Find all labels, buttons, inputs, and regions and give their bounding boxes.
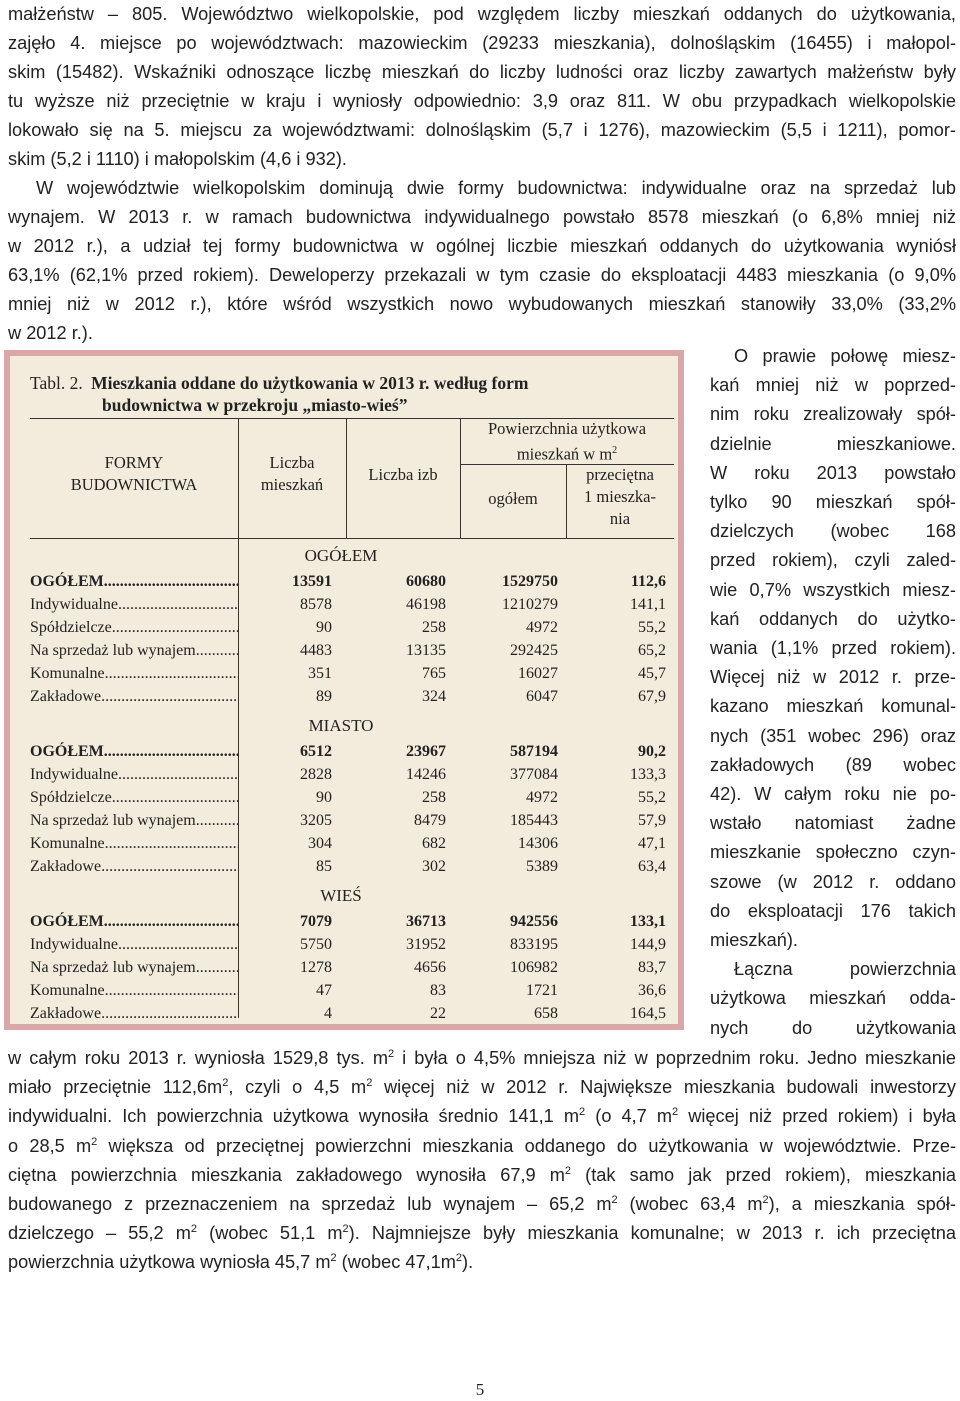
header-area-total: ogółem xyxy=(488,489,538,508)
section-heading-village: WIEŚ xyxy=(320,886,362,905)
text-line: 63,1% (62,1% przed rokiem). Deweloperzy przekazali w tym czasie do eksploatacji 4483 mieszkania (o 9,0% xyxy=(8,265,956,285)
text-line: mieszkań). xyxy=(710,930,798,951)
text-line: budowanego z przeznaczeniem na sprzedaż lub wynajem – 65,2 $m^2$ (wobec 63,4 $m^2$), a mieszkania spół- xyxy=(8,1193,956,1215)
row-label: Spółdzielcze ..... xyxy=(30,786,238,809)
cell-area: 942556 xyxy=(510,913,558,930)
cell-rooms: 324 xyxy=(422,688,446,705)
cell-flats: 89 xyxy=(316,688,332,705)
table-row xyxy=(30,979,670,1002)
text-line: 42). W całym roku nie po- xyxy=(710,784,956,805)
text-line: dzielczego – 55,2 $m^2$ (wobec 51,1 $m^2$). Najmniejsze były mieszkania komunalne; w 2013 r. ich przeciętna xyxy=(8,1223,956,1244)
header-count: Liczba mieszkań xyxy=(260,453,324,494)
cell-flats: 6512 xyxy=(300,743,332,760)
cell-flats: 5750 xyxy=(300,936,332,953)
row-label: OGÓŁEM ..... xyxy=(30,740,238,763)
cell-flats: 13591 xyxy=(292,573,332,590)
text-line: W roku 2013 powstało xyxy=(710,462,956,483)
table-row xyxy=(30,685,670,708)
cell-area: 6047 xyxy=(526,688,558,705)
cell-avg: 45,7 xyxy=(638,665,666,682)
table-row xyxy=(30,662,670,685)
cell-rooms: 258 xyxy=(422,789,446,806)
row-label: Na sprzedaż lub wynajem ..... xyxy=(30,639,238,662)
cell-flats: 90 xyxy=(316,619,332,636)
table-row xyxy=(30,593,670,616)
table-row xyxy=(30,809,670,832)
table-title-line2: budownictwa w przekroju „miasto-wieś” xyxy=(102,395,408,415)
row-label: Indywidualne ..... xyxy=(30,763,238,786)
table-title-line1: Mieszkania oddane do użytkowania w 2013 r. według form xyxy=(91,373,529,393)
closing-paragraph xyxy=(8,1044,956,1278)
text-line: do eksploatacji 176 takich xyxy=(710,900,956,921)
cell-rooms: 31952 xyxy=(406,936,446,953)
cell-area: 106982 xyxy=(510,959,558,976)
cell-area: 292425 xyxy=(510,642,558,659)
text-line: zakładowych (89 wobec xyxy=(710,754,956,775)
cell-avg: 47,1 xyxy=(638,835,666,852)
cell-area: 833195 xyxy=(510,936,558,953)
table-row xyxy=(30,786,670,809)
text-line: kazano mieszkań komunal- xyxy=(710,696,956,717)
cell-area: 4972 xyxy=(526,619,558,636)
cell-flats: 1278 xyxy=(300,959,332,976)
text-line: dzielnie mieszkaniowe. xyxy=(710,433,956,454)
cell-avg: 112,6 xyxy=(630,573,666,590)
text-line: Łączna powierzchnia xyxy=(734,959,956,980)
text-line: tu wyższe niż przeciętnie w kraju i wyniosły odpowiednio: 3,9 oraz 811. W obu przypadkach wielkopolskie xyxy=(8,91,956,111)
row-label: OGÓŁEM ..... xyxy=(30,910,238,933)
text-line: mieszkanie społeczno czyn- xyxy=(710,842,956,863)
text-line: miało przeciętnie $112,6m^2$, czyli o 4,5 $m^2$ więcej niż w 2012 r. Największe mieszkania budowali inwestorzy xyxy=(8,1077,956,1098)
text-line: zajęło 4. miejsce po województwach: mazowieckim (29233 mieszkania), dolnośląskim (16455) i małopol- xyxy=(8,33,956,53)
header-bottom-rule xyxy=(30,538,674,539)
cell-flats: 2828 xyxy=(300,766,332,783)
table-row xyxy=(30,855,670,878)
cell-rooms: 83 xyxy=(430,982,446,999)
header-area: Powierzchnia użytkowa mieszkań w $m^2$ xyxy=(487,419,647,464)
cell-area: 185443 xyxy=(510,812,558,829)
text-line: wstało natomiast żadne xyxy=(710,813,956,834)
cell-flats: 304 xyxy=(308,835,332,852)
cell-flats: 3205 xyxy=(300,812,332,829)
text-line: powierzchnia użytkowa wyniosła 45,7 $m^2$ (wobec $47,1m^2$). xyxy=(8,1252,474,1273)
text-line: nych (351 wobec 296) oraz xyxy=(710,725,956,746)
text-line: w całym roku 2013 r. wyniosła 1529,8 tys. $m^2$ i była o 4,5% mniejsza niż w poprzednim roku. Jedno mieszkanie xyxy=(8,1047,956,1068)
text-line: wania (1,1% przed rokiem). xyxy=(710,638,956,659)
header-forms: FORMY BUDOWNICTWA xyxy=(70,453,198,494)
text-line: wynajem. W 2013 r. w ramach budownictwa indywidualnego powstało 8578 mieszkań (o 6,8% mniej niż xyxy=(8,207,956,227)
cell-avg: 164,5 xyxy=(630,1005,666,1022)
cell-flats: 47 xyxy=(316,982,332,999)
text-line: nych do użytkowania xyxy=(710,1017,956,1038)
cell-area: 16027 xyxy=(518,665,558,682)
text-line: wie 0,7% wszystkich miesz- xyxy=(710,579,956,600)
cell-avg: 65,2 xyxy=(638,642,666,659)
cell-rooms: 46198 xyxy=(406,596,446,613)
text-line: dzielczych (wobec 168 xyxy=(710,521,956,542)
table-title xyxy=(30,372,650,416)
row-label: Na sprzedaż lub wynajem ..... xyxy=(30,809,238,832)
table-panel xyxy=(4,350,684,1030)
text-line: Więcej niż w 2012 r. prze- xyxy=(710,667,956,688)
cell-rooms: 60680 xyxy=(406,573,446,590)
section-heading-total: OGÓŁEM xyxy=(304,546,378,565)
cell-avg: 36,6 xyxy=(638,982,666,999)
row-label: Komunalne ..... xyxy=(30,662,238,685)
text-line: o 28,5 $m^2$ większa od przeciętnej powierzchni mieszkania oddanego do użytkowania w województwie. Prze- xyxy=(8,1135,956,1156)
table-row xyxy=(30,570,670,593)
cell-area: 14306 xyxy=(518,835,558,852)
cell-flats: 8578 xyxy=(300,596,332,613)
row-label: Komunalne ..... xyxy=(30,832,238,855)
text-line: ciętna powierzchnia mieszkania zakładowego wynosiła 67,9 $m^2$ (tak samo jak przed rokiem), mieszkania xyxy=(8,1164,956,1185)
cell-rooms: 36713 xyxy=(406,913,446,930)
cell-flats: 4483 xyxy=(300,642,332,659)
table-row xyxy=(30,910,670,933)
cell-avg: 133,3 xyxy=(630,766,666,783)
table-row xyxy=(30,832,670,855)
row-label: Zakładowe ..... xyxy=(30,685,238,708)
table-row xyxy=(30,740,670,763)
table-row xyxy=(30,639,670,662)
table-label: Tabl. 2. xyxy=(30,373,83,393)
table-row xyxy=(30,616,670,639)
header-rooms: Liczba izb xyxy=(368,465,438,484)
cell-area: 5389 xyxy=(526,858,558,875)
cell-avg: 67,9 xyxy=(638,688,666,705)
text-line: kań mniej niż w poprzed- xyxy=(710,375,956,396)
cell-rooms: 765 xyxy=(422,665,446,682)
table-row xyxy=(30,933,670,956)
cell-rooms: 14246 xyxy=(406,766,446,783)
row-label: Zakładowe ..... xyxy=(30,1002,238,1025)
cell-area: 4972 xyxy=(526,789,558,806)
cell-area: 377084 xyxy=(510,766,558,783)
text-line: tylko 90 mieszkań spół- xyxy=(710,492,956,513)
cell-area: 1721 xyxy=(526,982,558,999)
text-line: w 2012 r.). xyxy=(8,323,93,343)
cell-flats: 7079 xyxy=(300,913,332,930)
cell-flats: 4 xyxy=(324,1005,332,1022)
cell-area: 1529750 xyxy=(502,573,558,590)
cell-avg: 55,2 xyxy=(638,789,666,806)
cell-rooms: 22 xyxy=(430,1005,446,1022)
table-row xyxy=(30,763,670,786)
cell-avg: 144,9 xyxy=(630,936,666,953)
cell-avg: 133,1 xyxy=(630,913,666,930)
cell-flats: 351 xyxy=(308,665,332,682)
row-label: Na sprzedaż lub wynajem ..... xyxy=(30,956,238,979)
text-line: skim (15482). Wskaźniki odnoszące liczbę mieszkań do liczby ludności oraz liczby zawartych małżeństw były xyxy=(8,62,956,82)
cell-flats: 90 xyxy=(316,789,332,806)
text-line: W województwie wielkopolskim dominują dwie formy budownictwa: indywidualne oraz na sprzedaż lub xyxy=(36,178,956,198)
cell-rooms: 13135 xyxy=(406,642,446,659)
text-line: małżeństw – 805. Województwo wielkopolskie, pod względem liczby mieszkań oddanych do użytkowania, xyxy=(8,4,956,24)
cell-avg: 90,2 xyxy=(638,743,666,760)
text-line: nim roku zrealizowały spół- xyxy=(710,404,956,425)
cell-avg: 141,1 xyxy=(630,596,666,613)
row-label: Komunalne ..... xyxy=(30,979,238,1002)
cell-area: 587194 xyxy=(510,743,558,760)
text-line: użytkowa mieszkań odda- xyxy=(710,988,956,1009)
cell-rooms: 8479 xyxy=(414,812,446,829)
cell-rooms: 258 xyxy=(422,619,446,636)
table-row xyxy=(30,1002,670,1025)
cell-rooms: 682 xyxy=(422,835,446,852)
table-row xyxy=(30,956,670,979)
text-line: przed rokiem), czyli zaled- xyxy=(710,550,956,571)
cell-avg: 55,2 xyxy=(638,619,666,636)
section-heading-city: MIASTO xyxy=(308,716,374,735)
header-area-avg: przeciętna 1 mieszka- nia xyxy=(584,465,656,528)
text-line: lokowało się na 5. miejscu za województwami: dolnośląskim (5,7 i 1276), mazowieckim (5,5 i 1211), pomor- xyxy=(8,120,956,140)
cell-avg: 57,9 xyxy=(638,812,666,829)
intro-paragraphs xyxy=(8,0,956,348)
cell-avg: 63,4 xyxy=(638,858,666,875)
text-line: w 2012 r.), a udział tej formy budownictwa w ogólnej liczbie mieszkań oddanych do użytkowania wyniósł xyxy=(8,236,956,256)
side-column-text xyxy=(710,342,956,1043)
cell-flats: 85 xyxy=(316,858,332,875)
row-label: Zakładowe ..... xyxy=(30,855,238,878)
cell-rooms: 23967 xyxy=(406,743,446,760)
cell-rooms: 4656 xyxy=(414,959,446,976)
cell-avg: 83,7 xyxy=(638,959,666,976)
text-line: mniej niż w 2012 r.), które wśród wszystkich nowo wybudowanych mieszkań stanowiły 33,0% (33,2% xyxy=(8,294,956,314)
row-label: Indywidualne ..... xyxy=(30,593,238,616)
row-label: OGÓŁEM ..... xyxy=(30,570,238,593)
text-line: szowe (w 2012 r. oddano xyxy=(710,871,956,892)
text-line: indywidualni. Ich powierzchnia użytkowa wynosiła średnio 141,1 $m^2$ (o 4,7 $m^2$ więcej niż przed rokiem) i była xyxy=(8,1106,957,1127)
cell-rooms: 302 xyxy=(422,858,446,875)
text-line: O prawie połowę miesz- xyxy=(734,346,956,366)
page-number: 5 xyxy=(475,1380,485,1399)
text-line: kań oddanych do użytko- xyxy=(710,608,956,629)
row-label: Indywidualne ..... xyxy=(30,933,238,956)
text-line: skim (5,2 i 1110) i małopolskim (4,6 i 932). xyxy=(8,149,347,169)
cell-area: 658 xyxy=(534,1005,558,1022)
row-label: Spółdzielcze ..... xyxy=(30,616,238,639)
cell-area: 1210279 xyxy=(502,596,558,613)
